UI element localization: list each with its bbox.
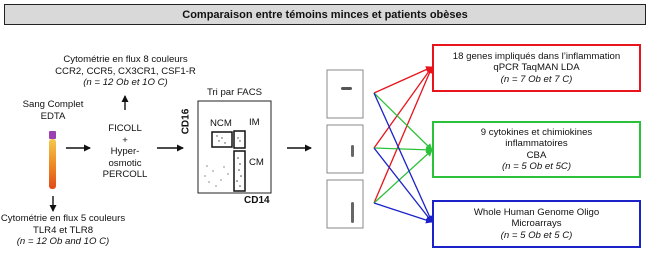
flux8-n: (n = 12 Ob et 1O C)	[83, 77, 168, 88]
sorted-cm-cluster	[351, 202, 354, 223]
ficoll-block	[93, 123, 157, 181]
result-qpcr-line2: qPCR TaqMAN LDA	[493, 62, 580, 74]
sorted-ncm-panel	[327, 70, 363, 118]
facs-xaxis-label: CD14	[244, 195, 270, 206]
gate-ncm-label: NCM	[210, 118, 232, 129]
sorted-im-panel	[327, 125, 363, 173]
ficoll-line3: Hyper-	[110, 146, 140, 157]
result-cba-line2: inflammatoires	[505, 138, 568, 149]
sang-line1: Sang Complet	[22, 99, 84, 110]
sorted-im-cluster	[351, 145, 354, 157]
result-cba-n: (n = 5 Ob et 5C)	[501, 161, 572, 172]
result-qpcr-n: (n = 7 Ob et 7 C)	[500, 73, 573, 85]
flux8-markers: CCR2, CCR5, CX3CR1, CSF1-R	[55, 65, 196, 77]
result-box-cba	[432, 121, 641, 178]
arrows-red	[374, 67, 432, 203]
ficoll-line1: FICOLL	[108, 123, 142, 134]
gate-cm-label: CM	[249, 157, 264, 168]
flux8-block	[38, 54, 213, 89]
sang-block	[10, 99, 96, 122]
ficoll-line4: osmotic	[108, 157, 142, 169]
flux5-title: Cytométrie en flux 5 couleurs	[0, 213, 126, 224]
result-microarray-line2: Microarrays	[511, 218, 562, 230]
flux5-markers: TLR4 et TLR8	[32, 224, 94, 236]
result-box-qpcr	[432, 44, 641, 92]
tube-cap	[49, 131, 56, 139]
blood-tube	[49, 139, 56, 189]
result-cba-line3: CBA	[526, 149, 547, 161]
ficoll-line5: PERCOLL	[102, 169, 148, 180]
ficoll-line2: +	[122, 134, 128, 146]
arrows-green	[374, 93, 432, 203]
sorted-ncm-cluster	[341, 87, 352, 90]
flux5-n: (n = 12 Ob and 1O C)	[16, 236, 110, 247]
result-microarray-n: (n = 5 Ob et 5 C)	[500, 229, 573, 241]
title-text: Comparaison entre témoins minces et patients obèses	[182, 8, 468, 21]
result-microarray-line1: Whole Human Genome Oligo	[473, 206, 600, 218]
gate-im-label: IM	[249, 117, 260, 128]
facs-yaxis-label: CD16	[180, 108, 192, 135]
facs-title: Tri par FACS	[206, 87, 263, 98]
result-cba-line1: 9 cytokines et chimiokines	[480, 126, 593, 138]
flux5-block	[0, 213, 126, 248]
sorted-cm-panel	[327, 180, 363, 228]
result-box-microarray	[432, 200, 641, 248]
sang-line2: EDTA	[40, 110, 66, 122]
flux8-title: Cytométrie en flux 8 couleurs	[63, 54, 188, 65]
result-qpcr-line1: 18 genes impliqués dans l’inflammation	[452, 50, 621, 62]
